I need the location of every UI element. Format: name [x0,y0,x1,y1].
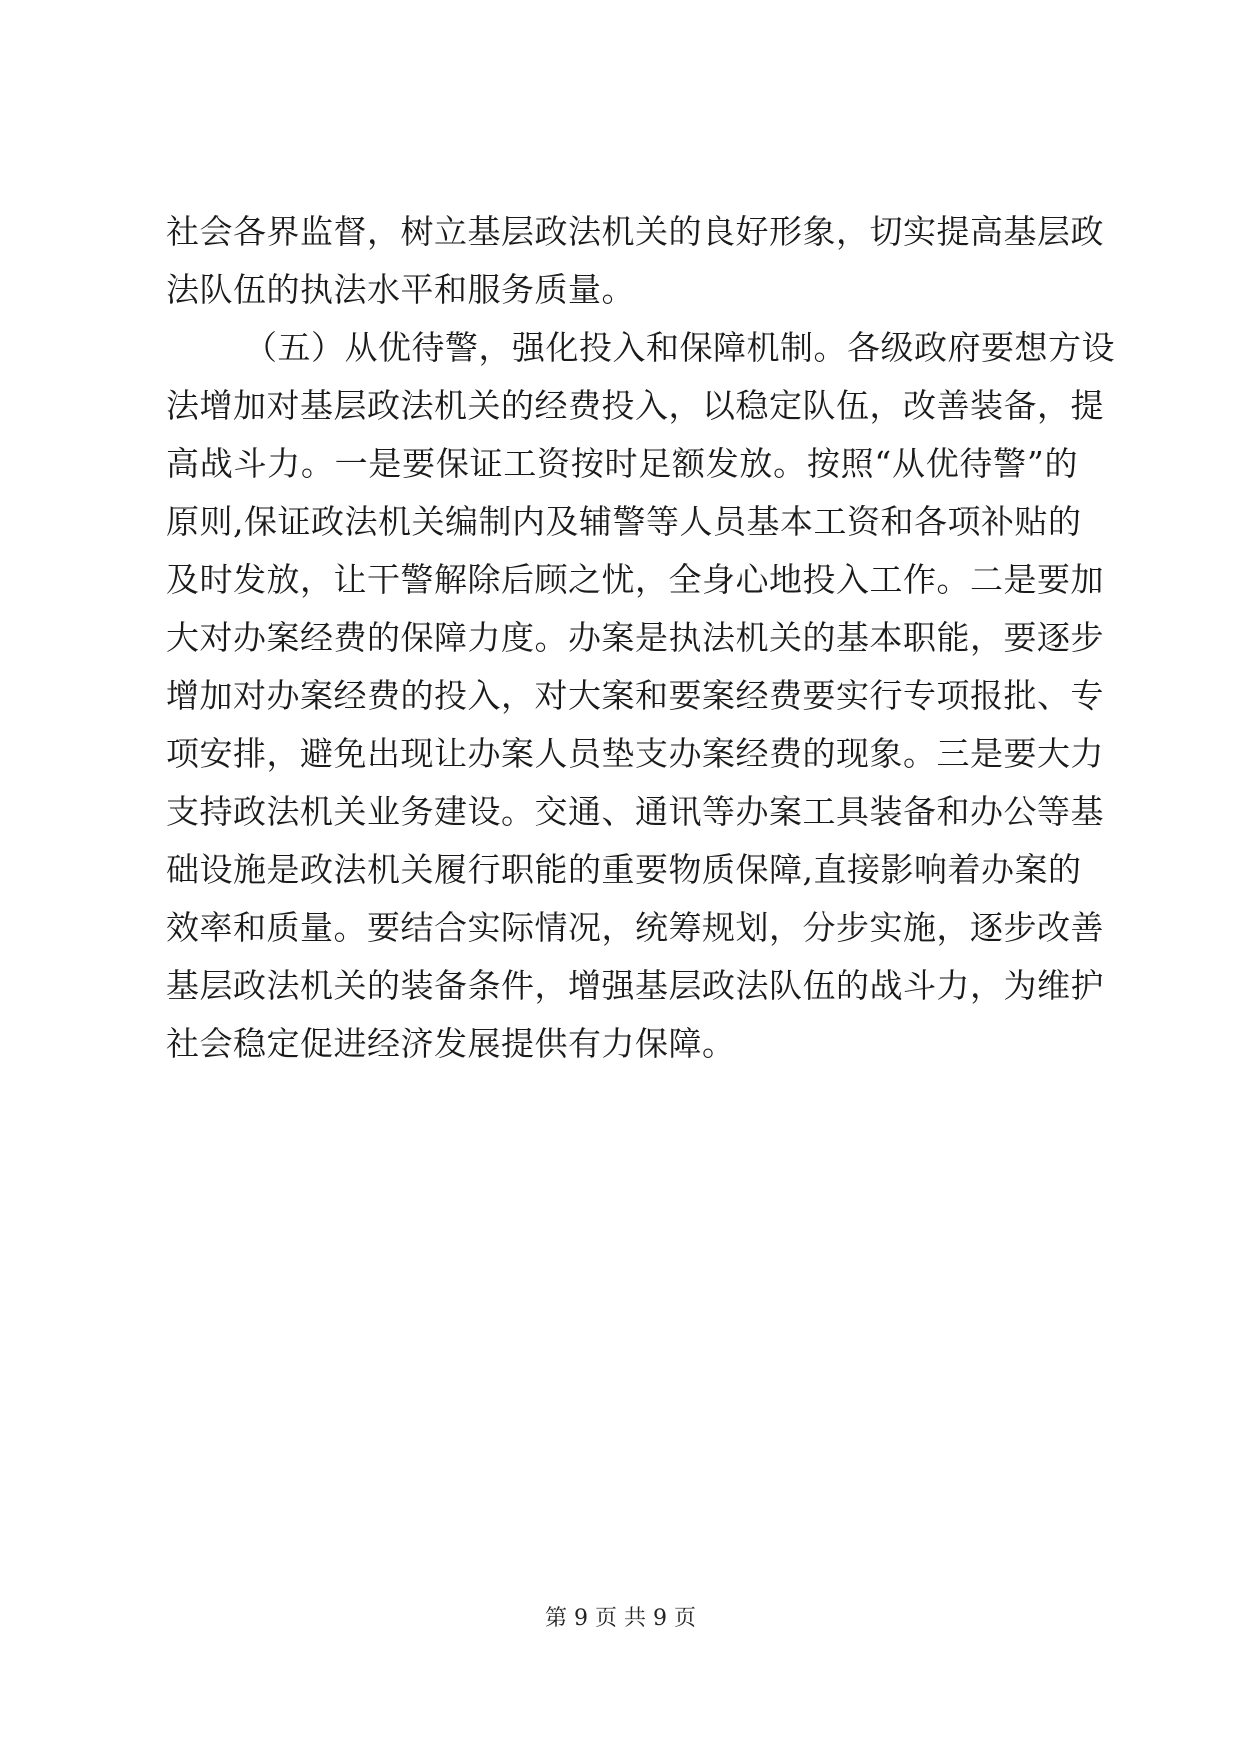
page-number-footer: 第 9 页 共 9 页 [545,1606,696,1631]
text-line: 效率和质量。要结合实际情况，统筹规划，分步实施，逐步改善 [166,908,1104,947]
text-line: 法队伍的执法水平和服务质量。 [166,270,635,309]
text-line: 支持政法机关业务建设。交通、通讯等办案工具装备和办公等基 [166,792,1104,831]
text-line: 础设施是政法机关履行职能的重要物质保障,直接影响着办案的 [166,850,1082,889]
text-line: 基层政法机关的装备条件，增强基层政法队伍的战斗力，为维护 [166,966,1104,1005]
text-line: 及时发放，让干警解除后顾之忧，全身心地投入工作。二是要加 [166,560,1104,599]
text-line: 大对办案经费的保障力度。办案是执法机关的基本职能，要逐步 [166,618,1104,657]
paragraph-2 [166,319,1115,1073]
text-line: 社会稳定促进经济发展提供有力保障。 [166,1024,736,1063]
text-line: 原则,保证政法机关编制内及辅警等人员基本工资和各项补贴的 [166,502,1082,541]
text-line: 增加对办案经费的投入，对大案和要案经费要实行专项报批、专 [166,676,1104,715]
text-line: （五）从优待警，强化投入和保障机制。各级政府要想方设 [244,328,1115,367]
text-line: 项安排，避免出现让办案人员垫支办案经费的现象。三是要大力 [166,734,1104,773]
paragraph-1 [166,203,1104,319]
body-text [166,203,1115,1073]
text-line: 高战斗力。一是要保证工资按时足额发放。按照“从优待警”的 [166,444,1078,483]
text-line: 法增加对基层政法机关的经费投入，以稳定队伍，改善装备，提 [166,386,1104,425]
text-line: 社会各界监督，树立基层政法机关的良好形象，切实提高基层政 [166,212,1104,251]
